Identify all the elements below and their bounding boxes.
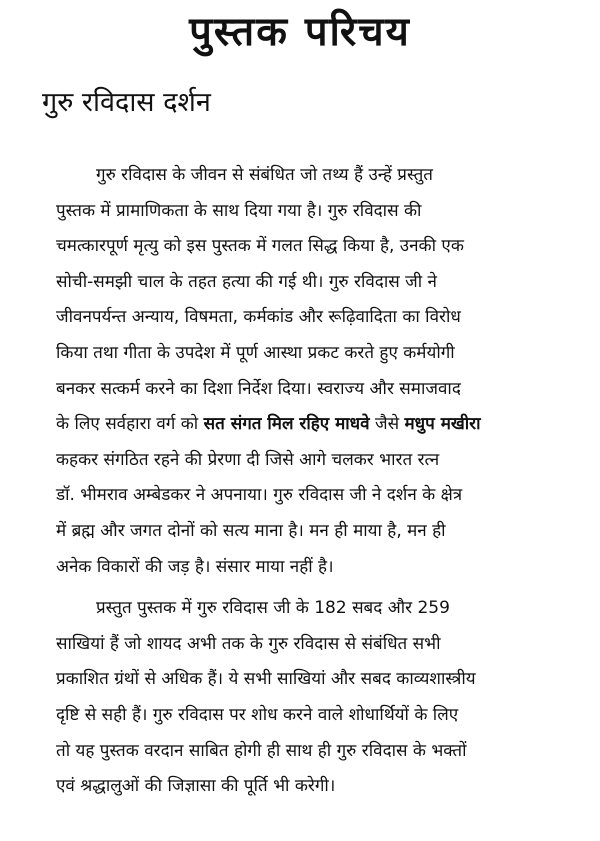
paragraph-2 [56, 591, 556, 805]
text-line: सोची-समझी चाल के तहत हत्या की गई थी। गुरु रविदास जी ने [56, 271, 437, 292]
text-line: तो यह पुस्तक वरदान साबित होगी ही साथ ही गुरु रविदास के भक्तों [56, 740, 467, 761]
text-segment: के लिए सर्वहारा वर्ग को [56, 414, 199, 435]
text-line: किया तथा गीता के उपदेश में पूर्ण आस्था प्रकट करते हुए कर्मयोगी [56, 342, 455, 363]
text-line: पुस्तक में प्रामाणिकता के साथ दिया गया है। गुरु रविदास की [56, 200, 422, 221]
page-title: पुस्तक परिचय [189, 9, 411, 55]
text-line: में ब्रह्म और जगत दोनों को सत्य माना है। मन ही माया है, मन ही [56, 520, 446, 541]
text-line: अनेक विकारों की जड़ है। संसार माया नहीं है। [56, 556, 334, 577]
text-segment: जैसे [375, 414, 400, 435]
text-line: साखियां हैं जो शायद अभी तक के गुरु रविदास से संबंधित सभी [56, 633, 441, 654]
description-body [56, 158, 556, 811]
text-line: एवं श्रद्धालुओं की जिज्ञासा की पूर्ति भी करेगी। [56, 776, 336, 797]
bold-quote: मधुप मखीरा [404, 414, 481, 435]
text-line: कहकर संगठित रहने की प्रेरणा दी जिसे आगे चलकर भारत रत्न [56, 449, 440, 470]
text-line: प्रकाशित ग्रंथों से अधिक हैं। ये सभी साखियां और सबद काव्यशास्त्रीय [56, 669, 476, 690]
text-line: दृष्टि से सही हैं। गुरु रविदास पर शोध करने वाले शोधार्थियों के लिए [56, 704, 459, 725]
text-line: डॉ. भीमराव अम्बेडकर ने अपनाया। गुरु रविदास जी ने दर्शन के क्षेत्र [56, 485, 463, 506]
text-line: चमत्कारपूर्ण मृत्यु को इस पुस्तक में गलत सिद्ध किया है, उनकी एक [56, 236, 464, 257]
book-subtitle: गुरु रविदास दर्शन [42, 87, 211, 118]
paragraph-1 [56, 158, 556, 585]
text-line: गुरु रविदास के जीवन से संबंधित जो तथ्य हैं उन्हें प्रस्तुत [96, 165, 433, 185]
text-line [56, 407, 556, 443]
text-line: बनकर सत्कर्म करने का दिशा निर्देश दिया। स्वराज्य और समाजवाद [56, 378, 461, 399]
text-line: जीवनपर्यन्त अन्याय, विषमता, कर्मकांड और रूढ़िवादिता का विरोध [56, 307, 461, 328]
text-line: प्रस्तुत पुस्तक में गुरु रविदास जी के 182 सबद और 259 [96, 598, 450, 619]
bold-quote: सत संगत मिल रहिए माधवे [203, 414, 370, 435]
